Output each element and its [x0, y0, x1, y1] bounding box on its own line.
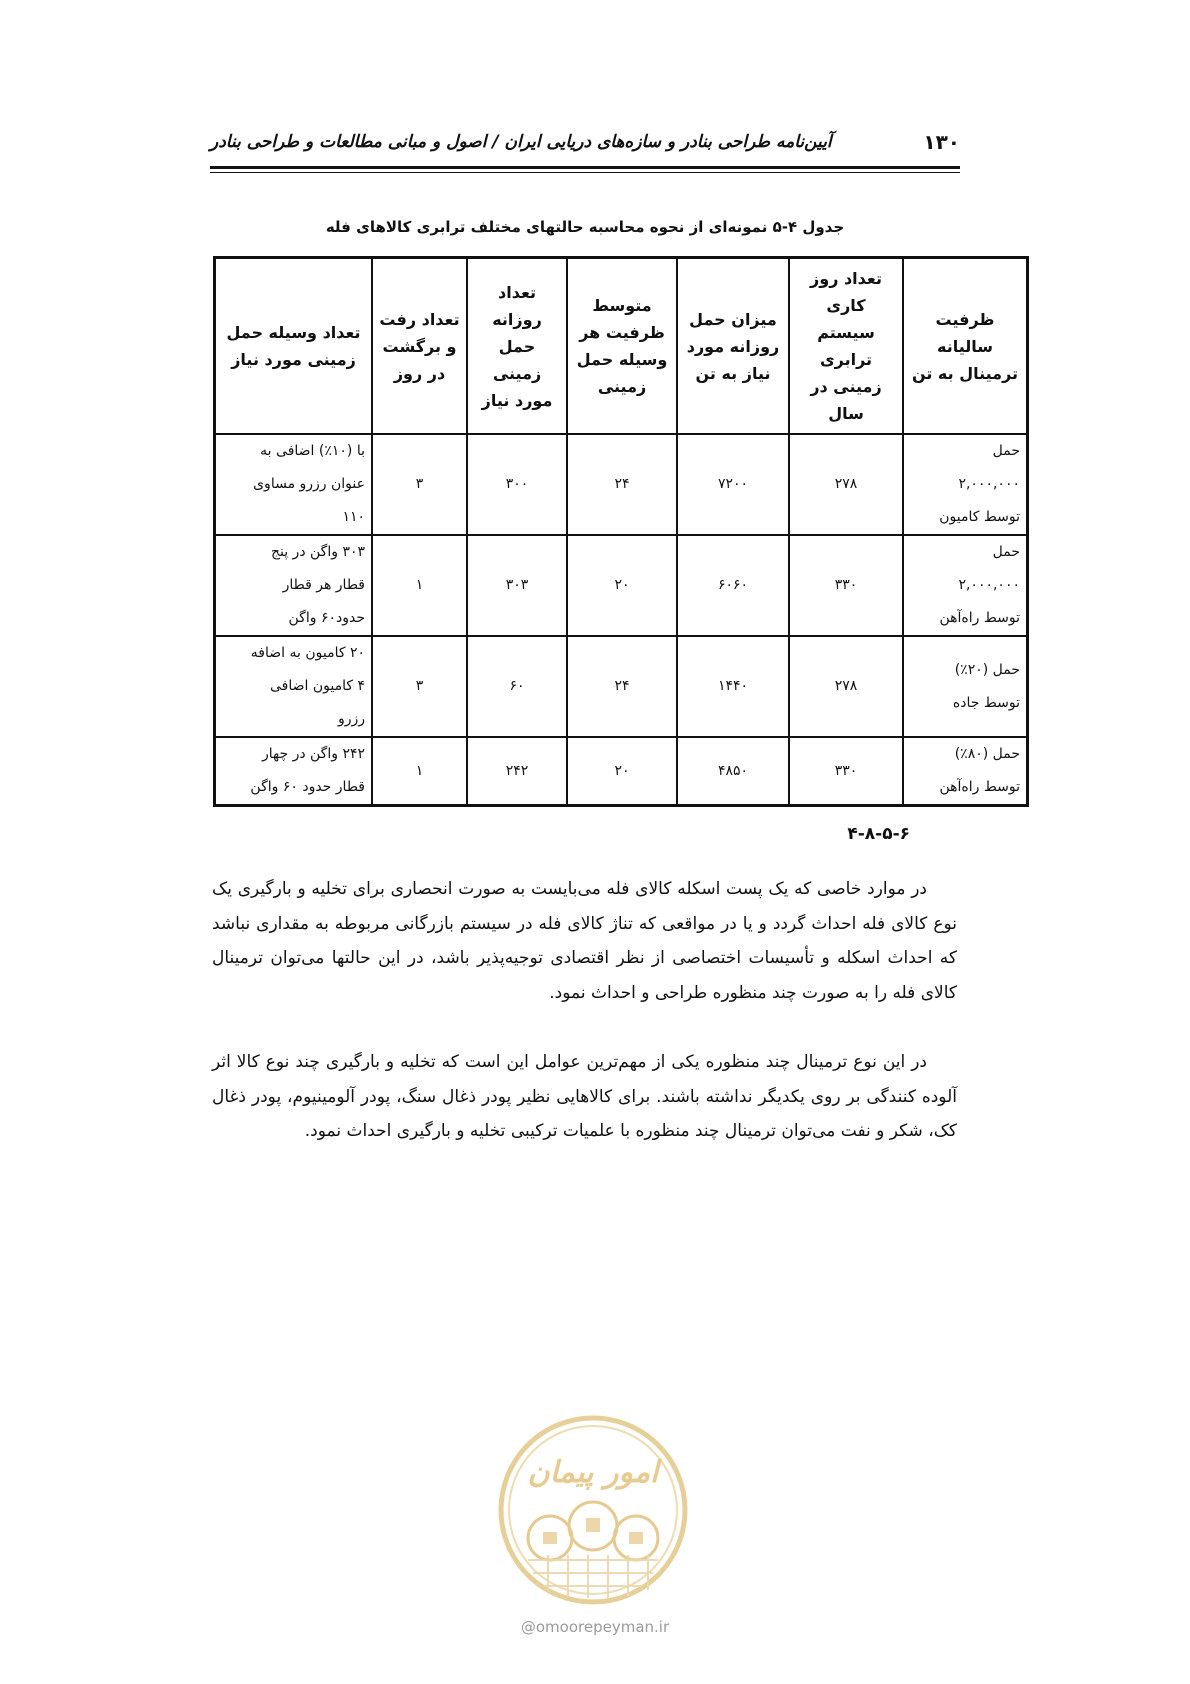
- cell-round-trips: ۳: [372, 434, 467, 535]
- cell-line: توسط راه‌آهن: [939, 779, 1020, 795]
- cell-line: ۳۰۳ واگن در پنج: [270, 544, 365, 560]
- cell-daily-trips: ۳۰۳: [467, 535, 567, 636]
- cell-round-trips: ۱: [372, 737, 467, 806]
- header-daily-trips: تعداد روزانه حمل زمینی مورد نیاز: [467, 258, 567, 435]
- table-row: [215, 636, 1028, 737]
- cell-round-trips: ۱: [372, 535, 467, 636]
- cell-round-trips: ۳: [372, 636, 467, 737]
- cell-capacity: [903, 434, 1028, 535]
- table-caption: جدول ۴-۵ نمونه‌ای از نحوه محاسبه حالتهای مختلف ترابری کالاهای فله: [325, 218, 845, 236]
- cell-daily-trips: ۶۰: [467, 636, 567, 737]
- cell-capacity: [903, 535, 1028, 636]
- paragraph-text: در این نوع ترمینال چند منظوره یکی از مهم‌ترین عوامل این است که تخلیه و بارگیری چند نوع کالا اثر آلوده کنندگی بر روی یکدیگر نداشته باشند. برای کالاهایی نظیر پودر ذغال سنگ، پودر آلومینیوم، پودر ذغال کک، شکر و نفت می‌توان ترمینال چند منظوره با علمیات ترکیبی تخلیه و بارگیری احداث نمود.: [212, 1052, 957, 1141]
- header-annual-capacity: ظرفیت سالیانه ترمینال به تن: [903, 258, 1028, 435]
- cell-line: عنوان رزرو مساوی: [253, 476, 365, 492]
- cell-line: ۲۴۲ واگن در چهار: [261, 746, 365, 762]
- table-header-row: [215, 258, 1028, 435]
- cell-line: توسط راه‌آهن: [939, 610, 1020, 626]
- header-daily-load: میزان حمل روزانه مورد نیاز به تن: [677, 258, 789, 435]
- cell-daily-load: ۷۲۰۰: [677, 434, 789, 535]
- cell-capacity: [903, 636, 1028, 737]
- cell-daily-load: ۶۰۶۰: [677, 535, 789, 636]
- cell-work-days: ۲۷۸: [789, 636, 903, 737]
- logo-text: امور پیمان: [527, 1455, 659, 1490]
- paragraph-text: در موارد خاصی که یک پست اسکله کالای فله می‌بایست به صورت انحصاری برای تخلیه و بارگیری یک نوع کالای فله احداث گردد و یا در مواقعی که تناژ کالای فله در سیستم بازرگانی مربوطه به مقداری نباشد که احداث اسکله و تأسیسات اختصاصی از نظر اقتصادی توجیه‌پذیر باشد، در این حالتها می‌توان ترمینال کالای فله را به صورت چند منظوره طراحی و احداث نمود.: [212, 879, 957, 1003]
- cell-capacity: [903, 737, 1028, 806]
- cell-daily-load: ۴۸۵۰: [677, 737, 789, 806]
- cell-avg-capacity: ۲۰: [567, 737, 677, 806]
- cell-line: با (۱۰٪) اضافی به: [260, 443, 365, 459]
- cell-daily-load: ۱۴۴۰: [677, 636, 789, 737]
- watermark-emblem: [488, 1410, 698, 1610]
- header-work-days: تعداد روز کاری سیستم ترابری زمینی در سال: [789, 258, 903, 435]
- cell-line: حمل: [992, 443, 1020, 459]
- cell-line: قطار حدود ۶۰ واگن: [250, 779, 365, 795]
- cell-line: حدود۶۰ واگن: [288, 610, 365, 626]
- header-vehicles-needed: تعداد وسیله حمل زمینی مورد نیاز: [215, 258, 373, 435]
- watermark-caption: @omoorepeyman.ir: [520, 1618, 670, 1636]
- paragraph-1: [212, 872, 957, 1010]
- cell-line: رزرو: [337, 711, 365, 727]
- cell-line: حمل (۸۰٪): [954, 746, 1020, 762]
- cell-line: ۱۱۰: [342, 509, 365, 525]
- cell-line: ۲,۰۰۰,۰۰۰: [958, 476, 1020, 492]
- table-row: [215, 434, 1028, 535]
- cell-avg-capacity: ۲۰: [567, 535, 677, 636]
- cell-vehicles: [215, 535, 373, 636]
- bulk-transport-table: [213, 256, 1029, 807]
- watermark-logo: [488, 1410, 698, 1610]
- paragraph-2: [212, 1045, 957, 1149]
- cell-line: حمل: [992, 544, 1020, 560]
- header-avg-capacity: متوسط ظرفیت هر وسیله حمل زمینی: [567, 258, 677, 435]
- cell-vehicles: [215, 636, 373, 737]
- cell-work-days: ۳۳۰: [789, 535, 903, 636]
- page-number: ۱۳۰: [923, 130, 960, 154]
- cell-line: توسط کامیون: [939, 509, 1020, 525]
- cell-line: قطار هر قطار: [282, 577, 365, 593]
- cell-daily-trips: ۲۴۲: [467, 737, 567, 806]
- header-round-trips: تعداد رفت و برگشت در روز: [372, 258, 467, 435]
- table-row: [215, 535, 1028, 636]
- cell-line: ۲,۰۰۰,۰۰۰: [958, 577, 1020, 593]
- header-rule-thin: [210, 172, 960, 173]
- cell-line: ۴ کامیون اضافی: [269, 678, 365, 694]
- cell-line: حمل (۲۰٪): [954, 661, 1020, 678]
- cell-vehicles: [215, 737, 373, 806]
- cell-work-days: ۲۷۸: [789, 434, 903, 535]
- section-number: ۴-۸-۵-۶: [847, 824, 910, 844]
- running-title: آیین‌نامه طراحی بنادر و سازه‌های دریایی ایران / اصول و مبانی مطالعات و طراحی بنادر: [210, 132, 832, 152]
- header-rule-thick: [210, 166, 960, 169]
- cell-vehicles: [215, 434, 373, 535]
- cell-daily-trips: ۳۰۰: [467, 434, 567, 535]
- cell-avg-capacity: ۲۴: [567, 434, 677, 535]
- cell-line: توسط جاده: [952, 694, 1020, 711]
- cell-avg-capacity: ۲۴: [567, 636, 677, 737]
- page-header: [210, 128, 960, 174]
- cell-line: ۲۰ کامیون به اضافه: [250, 645, 365, 661]
- table-row: [215, 737, 1028, 806]
- cell-work-days: ۳۳۰: [789, 737, 903, 806]
